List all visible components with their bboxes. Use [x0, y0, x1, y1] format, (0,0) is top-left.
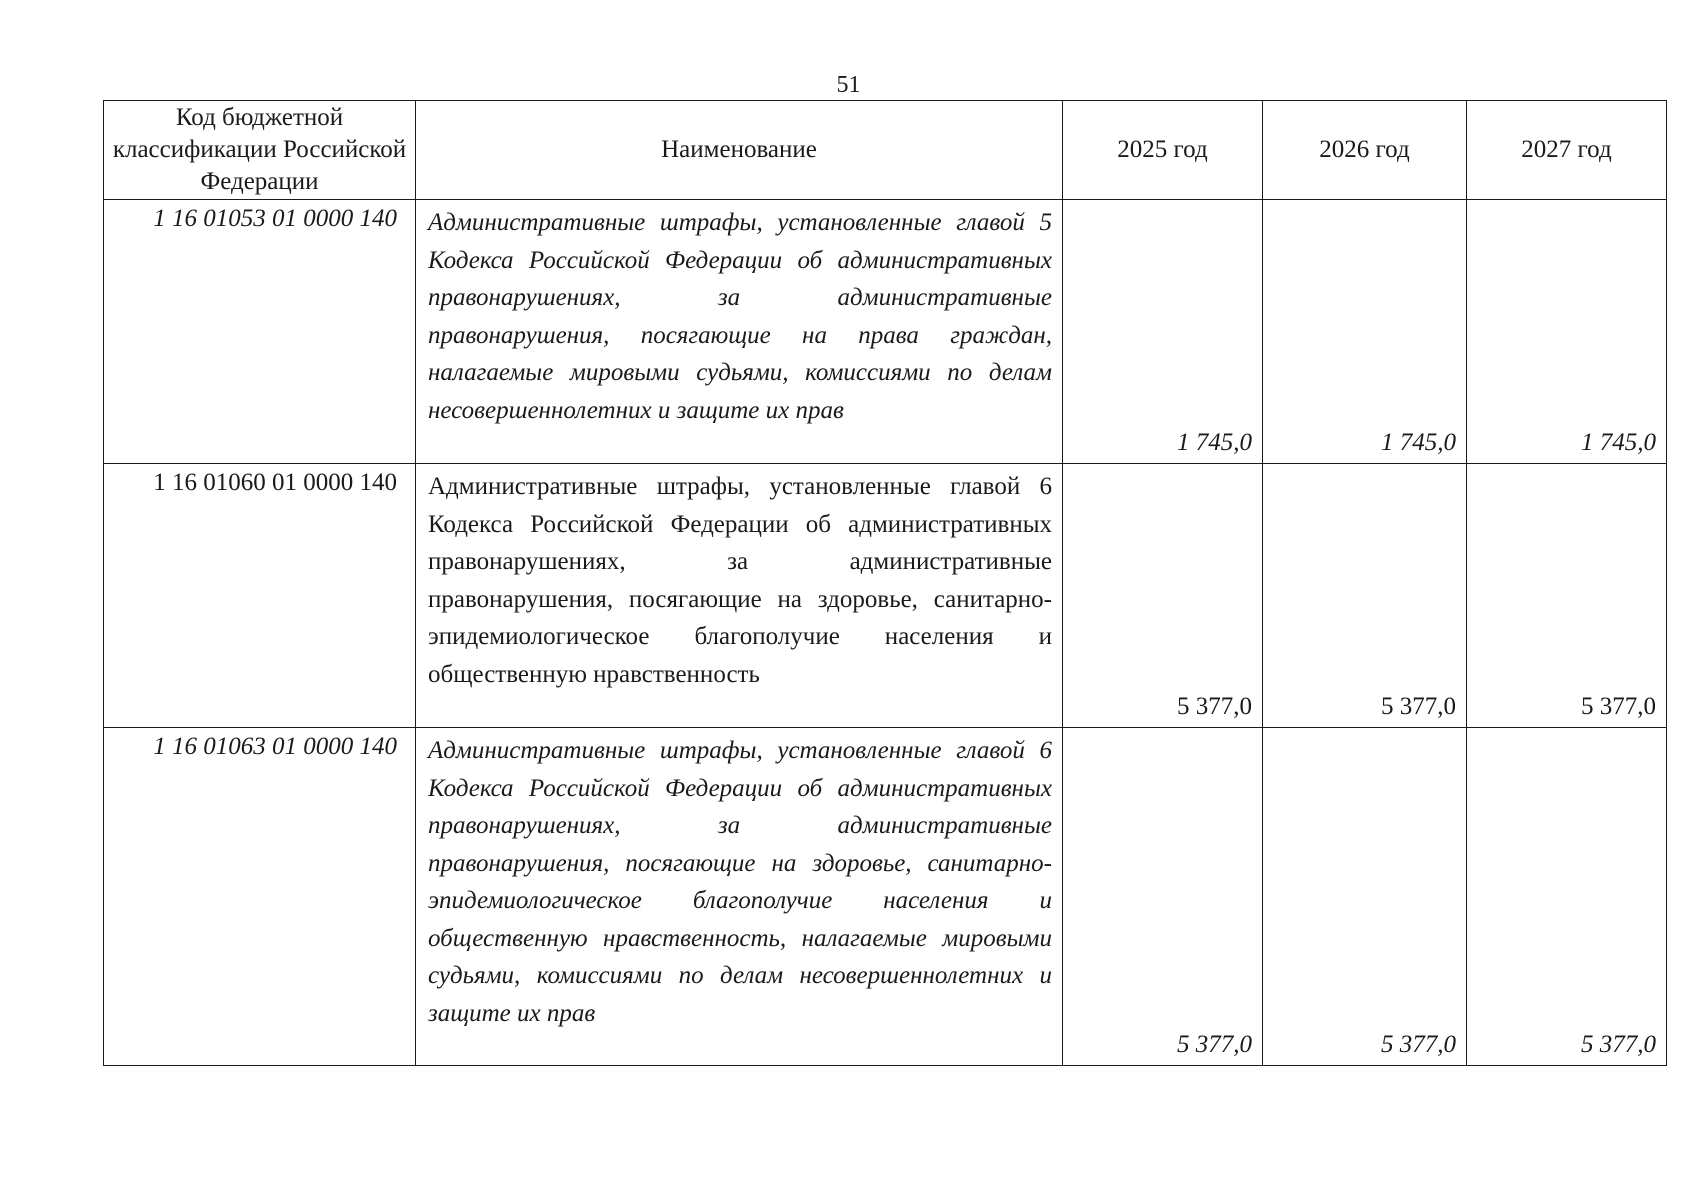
page-number: 51 [836, 72, 861, 98]
row-value-2026: 1 745,0 [1263, 200, 1467, 464]
header-name: Наименование [416, 101, 1063, 200]
row-value-2025: 1 745,0 [1063, 200, 1263, 464]
header-year-2027: 2027 год [1467, 101, 1667, 200]
row-value-2025: 5 377,0 [1063, 728, 1263, 1066]
header-year-2026: 2026 год [1263, 101, 1467, 200]
row-name: Административные штрафы, установленные главой 5 Кодекса Российской Федерации об административных правонарушениях, за административные правонарушения, посягающие на права граждан, налагаемые мировыми судьями, комиссиями по делам несовершеннолетних и защите их прав [416, 200, 1063, 464]
row-value-2027: 5 377,0 [1467, 464, 1667, 728]
header-code: Код бюджетной классификации Российской Федерации [104, 101, 416, 200]
row-code: 1 16 01063 01 0000 140 [104, 728, 416, 1066]
row-value-2027: 5 377,0 [1467, 728, 1667, 1066]
row-value-2026: 5 377,0 [1263, 464, 1467, 728]
row-value-2027: 1 745,0 [1467, 200, 1667, 464]
table-row [104, 464, 1667, 728]
header-year-2025: 2025 год [1063, 101, 1263, 200]
row-value-2026: 5 377,0 [1263, 728, 1467, 1066]
table-header-row [104, 101, 1667, 200]
table-row [104, 200, 1667, 464]
row-value-2025: 5 377,0 [1063, 464, 1263, 728]
row-code: 1 16 01060 01 0000 140 [104, 464, 416, 728]
row-name: Административные штрафы, установленные главой 6 Кодекса Российской Федерации об административных правонарушениях, за административные правонарушения, посягающие на здоровье, санитарно-эпидемиологическое благополучие населения и общественную нравственность, налагаемые мировыми судьями, комиссиями по делам несовершеннолетних и защите их прав [416, 728, 1063, 1066]
budget-revenue-table [103, 100, 1667, 1066]
row-code: 1 16 01053 01 0000 140 [104, 200, 416, 464]
table-row [104, 728, 1667, 1066]
row-name: Административные штрафы, установленные главой 6 Кодекса Российской Федерации об административных правонарушениях, за административные правонарушения, посягающие на здоровье, санитарно-эпидемиологическое благополучие населения и общественную нравственность [416, 464, 1063, 728]
